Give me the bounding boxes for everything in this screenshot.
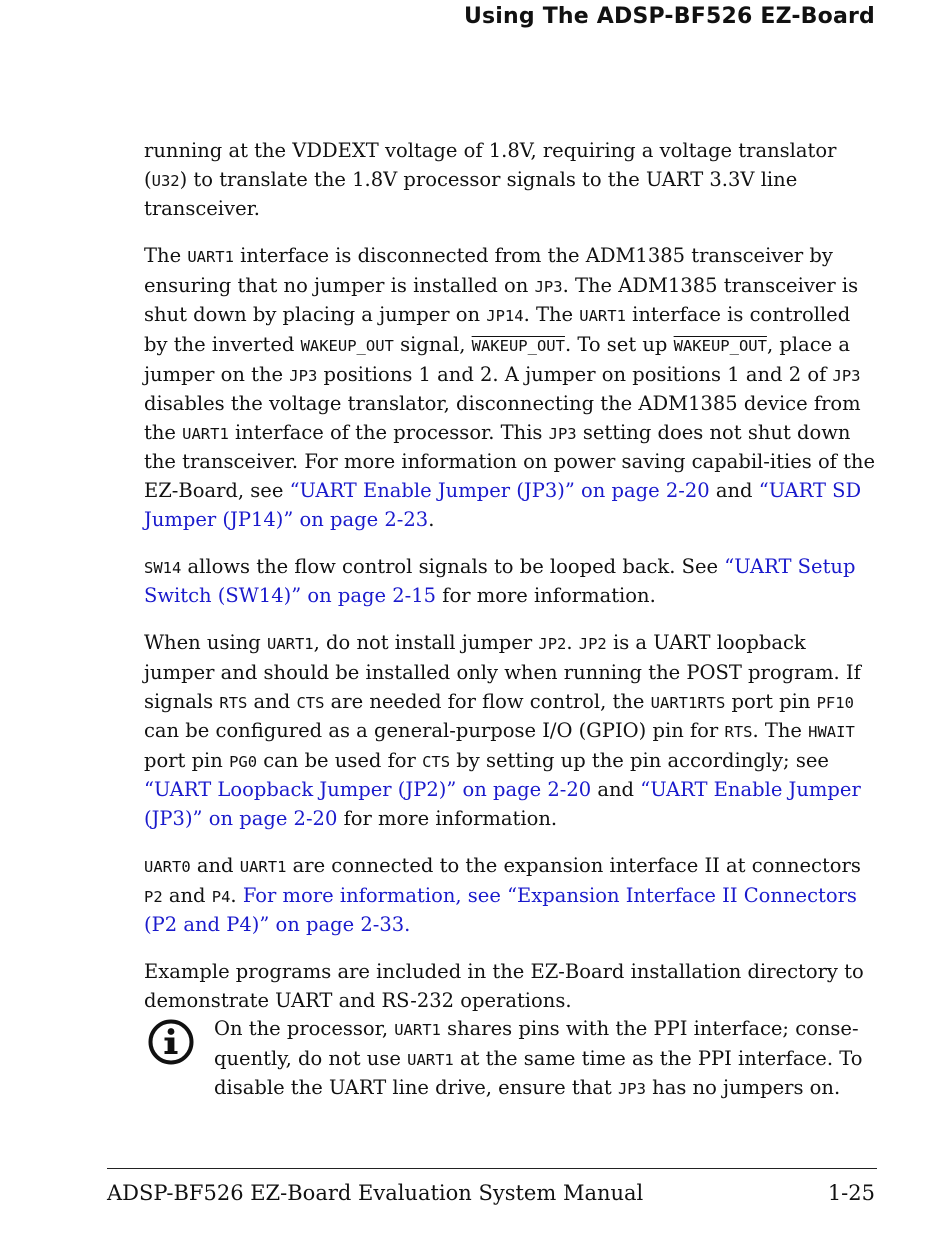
- text: .: [428, 507, 435, 531]
- code-term: RTS: [724, 723, 753, 742]
- footer-divider: [107, 1168, 877, 1169]
- text: . The ADM1385 transceiver is shut down by placing a jumper on: [144, 273, 859, 327]
- text: .: [566, 631, 579, 655]
- paragraph-uart-translator: [144, 137, 878, 224]
- text: .: [230, 883, 243, 907]
- code-term: UART1: [182, 424, 229, 443]
- paragraph-sw14: [144, 553, 878, 611]
- code-term-inverted: WAKEUP_OUT: [673, 337, 767, 356]
- text: allows the flow control signals to be looped back. See: [181, 554, 725, 578]
- text: The: [144, 244, 188, 268]
- text: is a UART loopback jumper and should be installed only when running the POST program. If signals: [144, 631, 861, 713]
- xref-uart-enable-jumper-link[interactable]: “UART Enable Jumper (JP3)” on page 2-20: [144, 778, 861, 830]
- text: On the processor,: [214, 1017, 395, 1040]
- text: has no jumpers on.: [645, 1076, 841, 1100]
- text: Example programs are included in the EZ-Board installation directory to demonstrate UART and RS-232 operations.: [144, 960, 864, 1012]
- text: running at the VDDEXT voltage of 1.8V, requiring a voltage translator (: [144, 139, 837, 191]
- code-term: CTS: [422, 752, 451, 771]
- text: and: [162, 883, 212, 907]
- xref-expansion-interface-link[interactable]: For more information, see “Expansion Interface II Connectors (P2 and P4)” on page 2-33.: [144, 883, 857, 937]
- xref-uart-setup-switch-link[interactable]: “UART Setup Switch (SW14)” on page 2-15: [144, 554, 856, 608]
- text: . To set up: [564, 333, 674, 357]
- footer-manual-title: ADSP-BF526 EZ-Board Evaluation System Manual: [107, 1181, 644, 1205]
- paragraph-uart1-interface: [144, 242, 878, 534]
- code-term: UART1: [239, 858, 287, 877]
- footer-page-number: 1-25: [827, 1181, 875, 1205]
- text: by setting up the pin accordingly; see: [450, 748, 829, 772]
- code-term: UART1: [579, 307, 626, 326]
- code-term: P2: [144, 887, 163, 906]
- text: and: [709, 479, 759, 503]
- code-term: UART1RTS: [650, 693, 726, 712]
- text: and: [190, 854, 240, 878]
- code-term: JP3: [617, 1080, 646, 1099]
- text: , do not install jumper: [313, 631, 539, 655]
- paragraph-expansion-interface: [144, 852, 878, 940]
- text: . The: [752, 719, 809, 743]
- paragraph-jp2-loopback: [144, 629, 878, 833]
- text: and: [247, 689, 297, 713]
- code-term: JP3: [832, 366, 861, 385]
- text: interface is controlled by the inverted: [144, 303, 851, 357]
- text: When using: [144, 631, 267, 655]
- xref-uart-sd-jumper-link[interactable]: “UART SD Jumper (JP14)” on page 2-23: [144, 479, 862, 531]
- text: interface of the processor. This: [228, 420, 549, 444]
- code-term: U32: [151, 171, 180, 190]
- text: ) to translate the 1.8V processor signals to the UART 3.3V line transceiver.: [144, 167, 798, 221]
- text: shares pins with the PPI interface; conse-quently, do not use: [214, 1017, 859, 1070]
- note-text: [214, 1015, 878, 1104]
- text: and: [591, 778, 641, 802]
- text: port pin: [725, 689, 817, 713]
- code-term-inverted: WAKEUP_OUT: [471, 337, 565, 356]
- paragraph-example-programs: [144, 958, 878, 1015]
- code-term: UART1: [266, 635, 314, 654]
- text: for more information.: [337, 806, 558, 830]
- text: positions 1 and 2. A jumper on positions 1 and 2 of: [317, 362, 833, 386]
- xref-uart-enable-jumper-link[interactable]: “UART Enable Jumper (JP3)” on page 2-20: [289, 479, 710, 503]
- text: disables the voltage translator, disconnecting the ADM1385 device from the: [144, 392, 861, 444]
- text: setting does not shut down the transceiver. For more information on power saving capabil-ities of the EZ-Board, see: [144, 420, 876, 503]
- text: are needed for flow control, the: [324, 689, 651, 713]
- text: . The: [523, 303, 580, 327]
- text: at the same time as the PPI interface. To disable the UART line drive, ensure that: [214, 1046, 863, 1100]
- text: interface is disconnected from the ADM1385 transceiver by ensuring that no jumper is installed on: [144, 244, 833, 297]
- running-header: Using The ADSP-BF526 EZ-Board: [463, 4, 875, 29]
- info-note: [144, 1015, 878, 1104]
- code-term: UART1: [187, 248, 234, 267]
- code-term: JP3: [534, 277, 563, 296]
- info-icon: [148, 1019, 194, 1065]
- code-term: HWAIT: [808, 723, 855, 742]
- code-term: JP3: [289, 366, 318, 385]
- text: port pin: [144, 748, 230, 772]
- xref-uart-loopback-jumper-link[interactable]: “UART Loopback Jumper (JP2)” on page 2-20: [144, 778, 592, 802]
- text: can be used for: [257, 748, 423, 772]
- code-term: PG0: [229, 752, 258, 771]
- code-term: UART1: [407, 1050, 454, 1069]
- code-term: JP2: [538, 635, 567, 654]
- text: can be configured as a general-purpose I/O (GPIO) pin for: [144, 719, 725, 743]
- code-term: JP14: [486, 307, 524, 326]
- code-term: UART0: [144, 858, 191, 877]
- code-term: WAKEUP_OUT: [300, 337, 394, 356]
- text: are connected to the expansion interface II at connectors: [286, 854, 861, 878]
- text: for more information.: [436, 584, 656, 608]
- code-term: CTS: [296, 693, 325, 712]
- text: signal,: [393, 333, 472, 357]
- code-term: JP3: [548, 424, 577, 443]
- code-term: PF10: [816, 693, 854, 712]
- code-term: RTS: [219, 693, 248, 712]
- code-term: JP2: [578, 635, 607, 654]
- code-term: P4: [211, 887, 231, 906]
- code-term: UART1: [394, 1021, 441, 1039]
- text: , place a jumper on the: [144, 333, 850, 386]
- body-text: [144, 137, 878, 1034]
- code-term: SW14: [144, 558, 182, 577]
